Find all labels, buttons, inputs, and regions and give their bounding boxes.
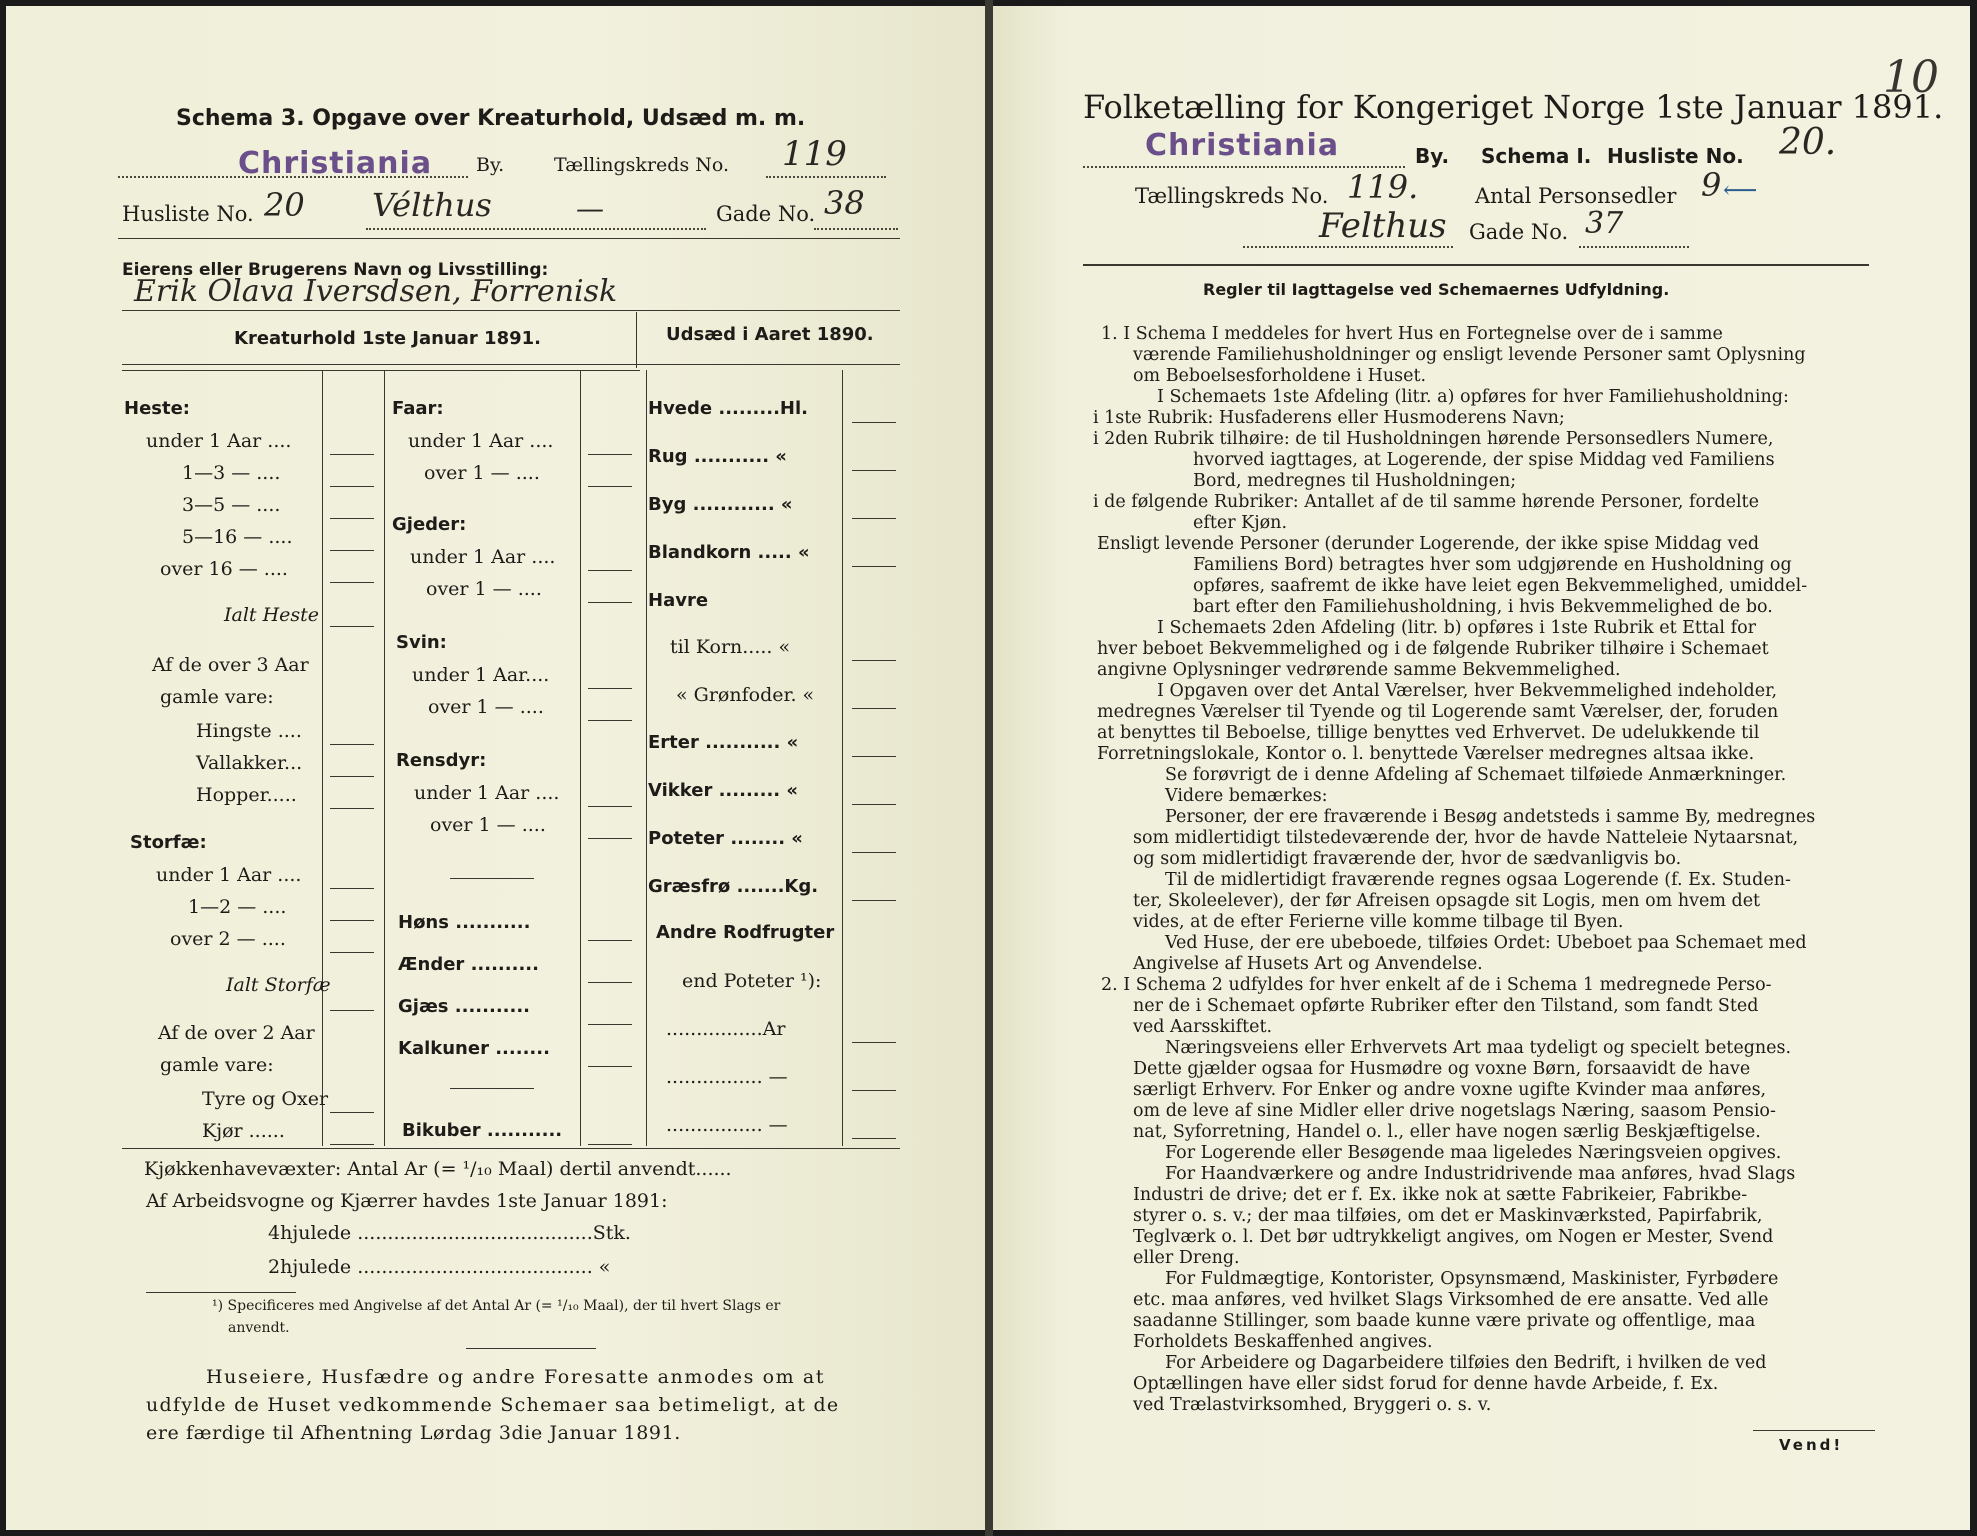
hjulede-4: 4hjulede .......................................Stk. (268, 1222, 631, 1244)
right-husliste-label: Husliste No. (1607, 144, 1744, 168)
right-gade-value: 37 (1585, 206, 1624, 241)
right-title: Folketælling for Kongeriget Norge 1ste Januar 1891. (1083, 88, 1944, 126)
vend-label: Vend! (1779, 1436, 1844, 1454)
antal-value: 9 (1701, 166, 1722, 204)
kreds-label: Tællingskreds No. (554, 154, 729, 176)
udsaed-header: Udsæd i Aaret 1890. (666, 324, 874, 345)
left-title: Schema 3. Opgave over Kreaturhold, Udsæd m. m. (176, 106, 806, 131)
street-value: Vélthus (372, 186, 492, 224)
right-by-label: By. (1415, 144, 1450, 168)
hjulede-2: 2hjulede ....................................... « (268, 1256, 611, 1278)
kjokken-line: Kjøkkenhavevæxter: Antal Ar (= ¹/₁₀ Maal) dertil anvendt...... (144, 1158, 732, 1180)
notice-1: Huseiere, Husfædre og andre Foresatte anmodes om at (206, 1366, 826, 1388)
notice-2: udfylde de Huset vedkommende Schemaer saa betimeligt, at de (146, 1394, 840, 1416)
arbeidsvogne-line: Af Arbeidsvogne og Kjærrer havdes 1ste Januar 1891: (146, 1190, 668, 1212)
right-page-schema-1: 10 Folketælling for Kongeriget Norge 1ste Januar 1891. Christiania By. Schema I. Husliste No. 20. Tællingskreds No. 119. Antal Personsedler 9 ⟵ Felthus Gade No. 37 Regler til Iagttagelse ved Schemaernes Udfyldning. 1. I Schema I meddeles for hvert Hus en Fortegnelse over de i samme værende Familiehusholdninger og ensligt levende Personer samt Oplysning om Beboelsesforholdene i Huset. I Schemaets 1ste Afdeling (litr. a) opføres for hver Familiehusholdning: i 1ste Rubrik: Husfaderens eller Husmoderens Navn; i 2den Rubrik tilhøire: de til Husholdningen hørende Personsedlers Numere, hvorved iagttages, at Logerende, der spise Middag ved Familiens Bord, medregnes til Husholdningen; i de følgende Rubriker: Antallet af de til samme hørende Personer, fordelte efter Kjøn. Ensligt levende Personer (derunder Logerende, der ikke spise Middag ved Familiens Bord) betragtes hver som udgjørende en Husholdning og opføres, saafremt de ikke have leiet egen Bekvemmelighed, umiddel- bart efter den Familiehusholdning, i hvis Bekvemmelighed de bo. I Schemaets 2den Afdeling (litr. b) opføres i 1ste Rubrik et Ettal for hver beboet Bekvemmelighed og i de følgende Rubriker tilhøire i Schemaet angivne Oplysninger vedrørende samme Bekvemmelighed. I Opgaven over det Antal Værelser, hver Bekvemmelighed indeholder, medregnes Værelser til Tyende og til Logerende samt Værelser, der, foruden at benyttes til Beboelse, tillige benyttes ved Erhvervet. De udelukkende til Forretningslokale, Kontor o. l. benyttede Værelser medregnes altsaa ikke. Se forøvrigt de i denne Afdeling af Schemaet tilføiede Anmærkninger. Videre bemærkes: Personer, der ere fraværende i Besøg andetsteds i samme By, medregnes som midlertidigt tilstedeværende der, hvor de havde Natteleie Nytaarsnat, og som midlertidigt fraværende der, hvor de sædvanligvis bo. Til de midlertidigt fraværende regnes ogsaa Logerende (f. Ex. Studen- ter, Skoleelever), der før Afreisen opsagde sit Logis, men om hvem det vides, at de efter Ferierne ville komme tilbage til Byen. Ved Huse, der ere ubeboede, tilføies Ordet: Ubeboet paa Schemaet med Angivelse af Husets Art og Anvendelse. 2. I Schema 2 udfyldes for hver enkelt af de i Schema 1 medregnede Perso- ner de i Schemaet opførte Rubriker efter den Tilstand, som fandt Sted ved Aarsskiftet. Næringsveiens eller Erhvervets Art maa tydeligt og specielt betegnes. Dette gjælder ogsaa for Husmødre og voxne Børn, forsaavidt de have særligt Erhverv. For Enker og andre voxne ugifte Kvinder maa anføres, om de leve af sine Midler eller drive nogetslags Næring, saasom Pensio- nat, Syforretning, Handel o. l., eller have nogen særlig Beskjæftigelse. For Logerende eller Besøgende maa ligeledes Næringsveien opgives. For Haandværkere og andre Industridrivende maa anføres, hvad Slags Industri de drive; det er f. Ex. ikke nok at sætte Fabrikeier, Fabrikbe- styrer o. s. v.; der maa tilføies, om det er Maskinværksted, Papirfabrik, Teglværk o. l. Det bør udtrykkeligt angives, om Nogen er Mester, Svend eller Dreng. For Fuldmægtige, Kontorister, Opsynsmænd, Maskinister, Fyrbødere etc. maa anføres, ved hvilket Slags Virksomhed de ere ansatte. Ved alle saadanne Stillinger, som baade kunne være private og offentlige, maa Forholdets Beskaffenhed angives. For Arbeidere og Dagarbeidere tilføies den Bedrift, i hvilken de ved Optællingen have eller sidst forud for denne havde Arbeide, f. Ex. ved Trælastvirksomhed, Bryggeri o. s. v. Vend! (993, 6, 1970, 1530)
owner-value: Erik Olava Iversdsen, Forrenisk (134, 274, 618, 309)
kreds-value: 119 (782, 134, 847, 174)
right-kreds-label: Tællingskreds No. (1135, 184, 1329, 208)
notice-3: ere færdige til Afhentning Lørdag 3die Januar 1891. (146, 1422, 681, 1444)
rules-heading: Regler til Iagttagelse ved Schemaernes Udfyldning. (1203, 280, 1670, 299)
footnote-1: ¹) Specificeres med Angivelse af det Antal Ar (= ¹/₁₀ Maal), der til hvert Slags er (212, 1298, 781, 1314)
right-gade-label: Gade No. (1469, 220, 1569, 244)
husliste-label: Husliste No. (122, 202, 254, 226)
right-city-stamp: Christiania (1145, 128, 1340, 163)
owner-label: Eierens eller Brugerens Navn og Livsstilling: (122, 260, 549, 280)
book-spine (985, 0, 993, 1536)
left-city-stamp: Christiania (238, 146, 433, 181)
by-label: By. (476, 154, 505, 176)
husliste-value: 20 (264, 186, 305, 224)
left-page-schema-3: Schema 3. Opgave over Kreaturhold, Udsæd m. m. Christiania By. Tællingskreds No. 119 Husliste No. 20 Vélthus — Gade No. 38 Eierens eller Brugerens Navn og Livsstilling: Erik Olava Iversdsen, Forrenisk Kreaturhold 1ste Januar 1891. Udsæd i Aaret 1890. Heste: under 1 Aar .... 1—3 — .... 3—5 — .... 5—16 — .... over 16 — .... Ialt Heste Af de over 3 Aar gamle vare: Hingste .... Vallakker... Hopper..... Storfæ: under 1 Aar .... 1—2 — .... over 2 — .... Ialt Storfæ Af de over 2 Aar gamle vare: Tyre og Oxer Kjør ...... Faar: under 1 Aar .... over 1 — .... Gjeder: under 1 Aar .... over 1 — .... Svin: under 1 Aar.... over 1 — .... Rensdyr: under 1 Aar .... over 1 — .... Høns ........... Ænder .......... Gjæs ........... Kalkuner ........ Bikuber ........... Hvede .........Hl. Rug ........... « Byg ............ « Blandkorn ..... « Havre til Korn..... « « Grønfoder. « Erter ........... « Vikker ......... « Poteter ........ « Græsfrø .......Kg. Andre Rodfrugter end Poteter ¹): ................Ar ................ — ................ — Kjøkkenhavevæxter: Antal Ar (= ¹/₁₀ Maal) dertil anvendt...... Af Arbeidsvogne og Kjærrer havdes 1ste Januar 1891: 4hjulede .......................................Stk. 2hjulede ....................................... « ¹) Specificeres med Angivelse af det Antal Ar (= ¹/₁₀ Maal), der til hvert Slags er anvendt. Huseiere, Husfædre og andre Foresatte anmodes om at udfylde de Huset vedkommende Schemaer saa betimeligt, at de ere færdige til Afhentning Lørdag 3die Januar 1891. (6, 6, 985, 1530)
gade-label: Gade No. (716, 202, 816, 226)
schema-label: Schema I. (1481, 144, 1592, 168)
antal-label: Antal Personsedler (1475, 184, 1677, 208)
right-kreds-value: 119. (1347, 168, 1419, 206)
page-number: 10 (1883, 52, 1939, 103)
gade-value: 38 (824, 184, 865, 222)
right-husliste-value: 20. (1779, 122, 1837, 163)
footnote-2: anvendt. (228, 1320, 290, 1336)
kreatur-header: Kreaturhold 1ste Januar 1891. (234, 328, 541, 349)
right-street-value: Felthus (1319, 206, 1447, 246)
